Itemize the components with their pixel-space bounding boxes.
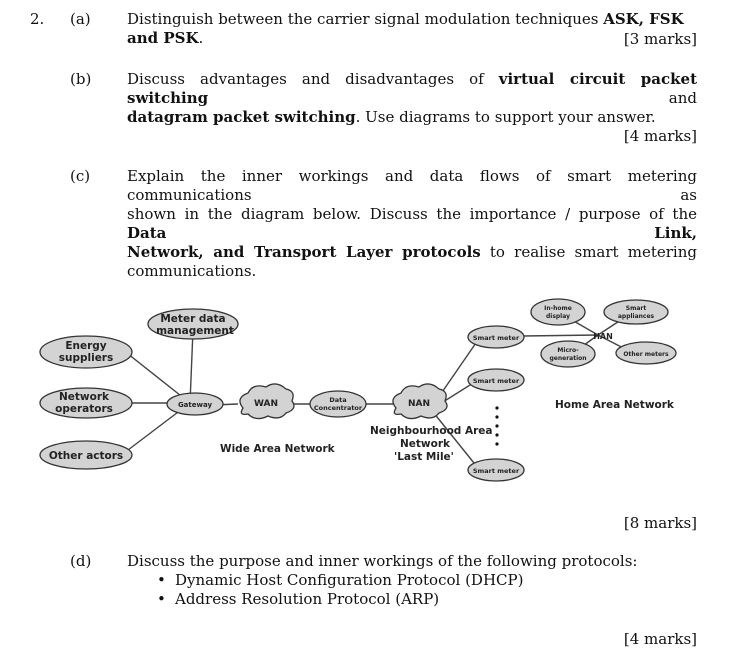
smart-meter-label-1: Smart meter [472, 334, 520, 342]
in-home-label-2: display [545, 313, 571, 320]
other-actors-label: Other actors [48, 450, 124, 462]
question-number: 2. [30, 10, 45, 28]
protocol-list [149, 571, 697, 609]
meter-data-label-1: Meter data [160, 313, 226, 325]
energy-label-1: Energy [65, 340, 107, 352]
wide-area-label: Wide Area Network [220, 443, 335, 455]
part-c-text: Explain the inner workings and data flows of smart metering communications as shown in the diagram below. Discuss the importance / purpose of the Data Link, Network, and Transport Layer protocols to realise smart metering communications. [127, 167, 697, 280]
part-c-marks: [8 marks] [623, 514, 697, 532]
protocol-item-arp: • Address Resolution Protocol (ARP) [149, 590, 697, 609]
part-a-label: (a) [70, 10, 91, 28]
neighbourhood-label-1: Neighbourhood Area [370, 425, 493, 437]
part-d-text: Discuss the purpose and inner workings of the following protocols: • Dynamic Host Configuration Protocol (DHCP) • Address Resolution Protocol (ARP) [127, 552, 697, 609]
other-meters-label: Other meters [623, 351, 669, 358]
continuation-dots [495, 406, 498, 445]
in-home-label-1: In-home [544, 305, 572, 312]
gateway-label: Gateway [177, 401, 213, 409]
smart-appliances-node [604, 300, 668, 324]
protocol-item-dhcp: • Dynamic Host Configuration Protocol (DHCP) [149, 571, 697, 590]
part-c-label: (c) [70, 167, 91, 185]
part-b-text: Discuss advantages and disadvantages of virtual circuit packet switching and datagram packet switching. Use diagrams to support your answer. [127, 70, 697, 126]
neighbourhood-label-3: 'Last Mile' [394, 451, 454, 463]
network-ops-label-1: Network [58, 391, 110, 403]
micro-generation-node [541, 341, 595, 367]
energy-label-2: suppliers [58, 352, 114, 364]
data-conc-label-1: Data [329, 396, 347, 404]
part-d-marks: [4 marks] [623, 630, 697, 648]
smart-meter-label-2: Smart meter [472, 377, 520, 385]
wan-label: WAN [253, 399, 279, 409]
part-b-label: (b) [70, 70, 92, 88]
meter-data-label-2: management [156, 325, 234, 337]
micro-gen-label-1: Micro- [557, 347, 579, 354]
data-conc-label-2: Concentrator [313, 404, 363, 412]
home-area-label: Home Area Network [555, 399, 674, 411]
neighbourhood-label-2: Network [400, 438, 451, 450]
part-a-marks: [3 marks] [623, 30, 697, 48]
part-b-marks: [4 marks] [623, 127, 697, 145]
smart-appliances-label-1: Smart [625, 305, 647, 312]
part-a-text: Distinguish between the carrier signal modulation techniques ASK, FSK and PSK. [127, 10, 684, 47]
smart-meter-label-3: Smart meter [472, 467, 520, 475]
in-home-display-node [531, 299, 585, 325]
nan-label: NAN [407, 399, 431, 409]
smart-appliances-label-2: appliances [617, 313, 655, 320]
network-ops-label-2: operators [55, 403, 113, 415]
han-label: HAN [593, 332, 613, 341]
micro-gen-label-2: generation [549, 355, 587, 362]
smart-metering-diagram [38, 290, 678, 490]
part-d-label: (d) [70, 552, 92, 570]
